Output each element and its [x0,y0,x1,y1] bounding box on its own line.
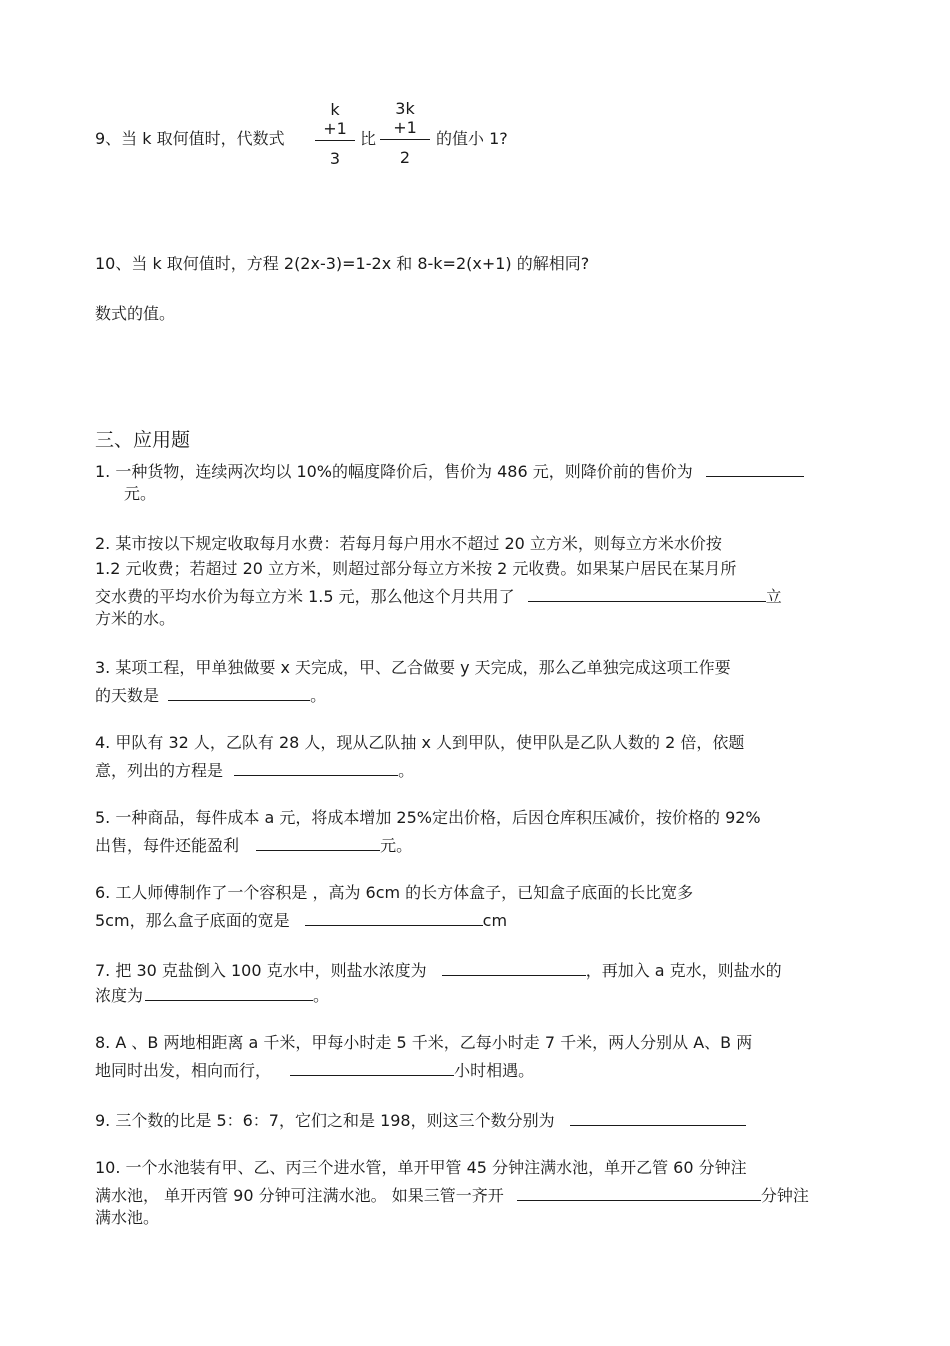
p2-line1: 2. 某市按以下规定收取每月水费：若每月每户用水不超过 20 立方米，则每立方米水价按 [95,534,722,553]
p9-text: 9. 三个数的比是 5：6：7，它们之和是 198，则这三个数分别为 [95,1111,555,1130]
answer-blank [256,833,380,851]
answer-blank [570,1108,746,1126]
fragment-text: 数式的值。 [95,304,176,323]
answer-blank [290,1058,454,1076]
p8-line1: 8. A 、B 两地相距离 a 千米，甲每小时走 5 千米，乙每小时走 7 千米，两人分别从 A、B 两 [95,1033,753,1052]
p5-text-end: 元。 [380,836,413,855]
p2-line4: 方米的水。 [95,609,176,628]
p7-text: 浓度为 [95,986,144,1005]
p10-line1: 10. 一个水池装有甲、乙、丙三个进水管，单开甲管 45 分钟注满水池，单开乙管 60 分钟注 [95,1158,747,1177]
p10-line2 [95,1183,809,1206]
p5-line1: 5. 一种商品，每件成本 a 元，将成本增加 25%定出价格，后因仓库积压减价，按价格的 92% [95,808,761,827]
answer-blank [145,983,313,1001]
p5-text: 出售，每件还能盈利 [95,836,240,855]
p5-line2 [95,833,412,856]
answer-blank [442,958,586,976]
p7-line1 [95,958,782,981]
p2-text: 交水费的平均水价为每立方米 1.5 元，那么他这个月共用了 [95,587,515,606]
p3-text: 的天数是 [95,686,160,705]
p1-line1 [95,459,804,482]
p7-text-cont: ，再加入 a 克水，则盐水的 [585,961,782,980]
p4-text-end: 。 [398,761,415,780]
answer-blank [517,1183,761,1201]
fraction-3k-plus-1-over-2 [380,99,430,167]
p2-line2: 1.2 元收费；若超过 20 立方米，则超过部分每立方米按 2 元收费。如果某户居民在某月所 [95,559,737,578]
p2-text-end: 立 [765,587,782,606]
answer-blank [706,459,804,477]
p1-text: 1. 一种货物，连续两次均以 10%的幅度降价后，售价为 486 元，则降价前的售价为 [95,462,693,481]
q9-mid: 比 [360,129,377,148]
p8-text: 地同时出发，相向而行， [95,1061,272,1080]
p4-line2 [95,758,414,781]
p3-text-end: 。 [310,686,327,705]
p10-text: 满水池， 单开丙管 90 分钟可注满水池。 如果三管一齐开 [95,1186,504,1205]
p7-text: 7. 把 30 克盐倒入 100 克水中，则盐水浓度为 [95,961,427,980]
fraction-numerator: k +1 [315,100,355,141]
answer-blank [234,758,398,776]
p10-text-cont: 分钟注 [760,1186,809,1205]
p7-text-end: 。 [313,986,330,1005]
fraction-numerator: 3k +1 [380,99,430,140]
p2-line3 [95,584,782,607]
q10-text: 10、当 k 取何值时，方程 2(2x-3)=1-2x 和 8-k=2(x+1) 的解相同? [95,254,590,273]
p1-line2: 元。 [124,484,157,503]
p9-line1 [95,1108,746,1131]
p8-text-end: 小时相遇。 [454,1061,535,1080]
p4-text: 意，列出的方程是 [95,761,224,780]
p6-text: 5cm，那么盒子底面的宽是 [95,911,290,930]
p10-line3: 满水池。 [95,1208,160,1227]
fraction-denominator: 3 [329,149,341,168]
p3-line2 [95,683,326,706]
p8-line2 [95,1058,534,1081]
answer-blank [168,683,310,701]
q9-suffix: 的值小 1? [436,129,508,148]
p3-line1: 3. 某项工程，甲单独做要 x 天完成，甲、乙合做要 y 天完成，那么乙单独完成这项工作要 [95,658,731,677]
p6-text-end: cm [482,911,508,930]
p4-line1: 4. 甲队有 32 人，乙队有 28 人，现从乙队抽 x 人到甲队，使甲队是乙队人数的 2 倍，依题 [95,733,745,752]
p6-line2 [95,908,507,931]
answer-blank [528,584,766,602]
q9-prefix: 9、当 k 取何值时，代数式 [95,129,285,148]
fraction-k-plus-1-over-3 [315,100,355,168]
section-title: 三、应用题 [95,429,191,451]
p7-line2 [95,983,329,1006]
p6-line1: 6. 工人师傅制作了一个容积是 ，高为 6cm 的长方体盒子，已知盒子底面的长比宽多 [95,883,694,902]
fraction-denominator: 2 [399,148,411,167]
answer-blank [305,908,483,926]
